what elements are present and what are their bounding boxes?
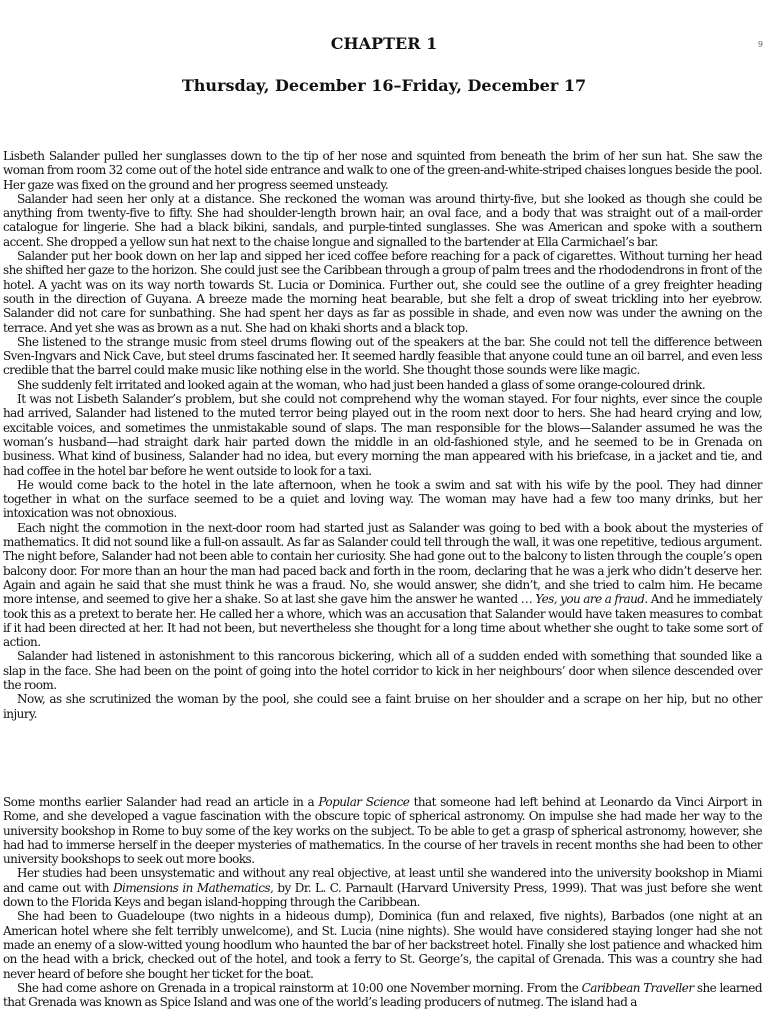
paragraph-text: Some months earlier Salander had read an article in a xyxy=(3,795,315,809)
paragraph: Salander had seen her only at a distance. She reckoned the woman was around thirty-five, but she looked as though she could be anything from twenty-five to fifty. She had shoulder-length brown hair, an oval face, and a body that was straight out of a mail-order catalogue for lingerie. She had a black bikini, sandals, and purple-tinted sunglasses. She was American and spoke with a southern accent. She dropped a yellow sun hat next to the chaise longue and signalled to the bartender at Ella Carmichael’s bar. xyxy=(3,191,762,249)
magazine-title: Popular Science xyxy=(318,795,410,809)
paragraph-text: She had come ashore on Grenada in a tropical rainstorm at 10:00 one November morning. From the xyxy=(17,980,579,995)
paragraph: Salander had listened in astonishment to this rancorous bickering, which all of a sudden ended with something that sounded like a slap in the face. She had been on the point of going into the hotel corridor to kick in her neighbours’ door when silence descended over the room. xyxy=(3,649,762,692)
paragraph-text: Each night the commotion in the next-door room had started just as Salander was going to bed with a book about the mysteries of mathematics. It did not sound like a full-on assault. As far as Salander could tell through the wall, it was one repetitive, tedious argument. The night before, Salander had not been able to contain her curiosity. She had gone out to the balcony to listen through the couple’s open balcony door. For more than an hour the man had paced back and forth in the room, declaring that he was a jerk who didn’t deserve her. Again and again he said that she must think he was a fraud. No, she would answer, she didn’t, and she tried to calm him. He became more intense, and seemed to give her a shake. So at last she gave him the answer he wanted … xyxy=(3,520,762,607)
paragraph: He would come back to the hotel in the late afternoon, when he took a swim and sat with his wife by the pool. They had dinner together in what on the surface seemed to be a quiet and loving way. The woman may have had a few too many drinks, but her intoxication was not obnoxious. xyxy=(3,477,762,521)
paragraph xyxy=(3,981,762,1010)
paragraph xyxy=(3,795,762,866)
paragraph: Salander put her book down on her lap and sipped her iced coffee before reaching for a pack of cigarettes. Without turning her head she shifted her gaze to the horizon. She could just see the Caribbean through a group of palm trees and the rhododendrons in front of the hotel. A yacht was on its way north towards St. Lucia or Dominica. Further out, she could see the outline of a grey freighter heading south in the direction of Guyana. A breeze made the morning heat bearable, but she felt a drop of sweat trickling into her eyebrow. Salander did not care for sunbathing. She had spent her days as far as possible in shade, and even now was under the awning on the terrace. And yet she was as brown as a nut. She had on khaki shorts and a black top. xyxy=(3,249,762,335)
paragraph: She listened to the strange music from steel drums flowing out of the speakers at the bar. She could not tell the difference between Sven-Ingvars and Nick Cave, but steel drums fascinated her. It seemed hardly feasible that anyone could tune an oil barrel, and even less credible that the barrel could make music like nothing else in the world. She thought those sounds were like magic. xyxy=(3,334,762,378)
chapter-dates: Thursday, December 16–Friday, December 17 xyxy=(181,76,587,95)
section-2 xyxy=(3,795,762,1009)
paragraph: She suddenly felt irritated and looked again at the woman, who had just been handed a glass of some orange-coloured drink. xyxy=(17,377,706,392)
page-number: 9 xyxy=(757,40,763,49)
section-1 xyxy=(3,149,762,721)
paragraph xyxy=(3,866,762,909)
book-title: Dimensions in Mathematics, xyxy=(112,880,274,895)
paragraph-text: that someone had left behind at Leonardo da Vinci Airport in Rome, and she developed a vague fascination with the obscure topic of spherical astronomy. On impulse she had made her way to the university bookshop in Rome to buy some of the key works on the subject. To be able to get a grasp of spherical astronomy, however, she had had to immerse herself in the deeper mysteries of mathematics. In the course of her travels in recent months she had been to other university bookshops to seek out more books. xyxy=(3,795,762,867)
paragraph: Now, as she scrutinized the woman by the pool, she could see a faint bruise on her shoulder and a scrape on her hip, but no other injury. xyxy=(3,692,762,721)
paragraph: Lisbeth Salander pulled her sunglasses down to the tip of her nose and squinted from beneath the brim of her sun hat. She saw the woman from room 32 come out of the hotel side entrance and walk to one of the green-and-white-striped chaises longues beside the pool. Her gaze was fixed on the ground and her progress seemed unsteady. xyxy=(3,149,762,192)
paragraph xyxy=(3,521,762,650)
paragraph-text: by Dr. L. C. Parnault (Harvard University Press, 1999). That was just before she went down to the Florida Keys and began island-hopping through the Caribbean. xyxy=(3,880,762,910)
paragraph-text: Her studies had been unsystematic and without any real objective, at least until she wandered into the university bookshop in Miami and came out with xyxy=(3,866,762,895)
chapter-title: CHAPTER 1 xyxy=(330,34,438,53)
publication-title: Caribbean Traveller xyxy=(581,980,694,995)
paragraph-text: she learned that Grenada was known as Spice Island and was one of the world’s leading producers of nutmeg. The island had a xyxy=(3,980,762,1010)
paragraph: She had been to Guadeloupe (two nights in a hideous dump), Dominica (fun and relaxed, five nights), Barbados (one night at an American hotel where she felt terribly unwelcome), and St. Lucia (nine nights). She would have considered staying longer had she not made an enemy of a slow-witted young hoodlum who haunted the bar of her backstreet hotel. Finally she lost patience and whacked him on the head with a brick, checked out of the hotel, and took a ferry to St. George’s, the capital of Grenada. This was a country she had never heard of before she bought her ticket for the boat. xyxy=(3,909,762,981)
paragraph: It was not Lisbeth Salander’s problem, but she could not comprehend why the woman stayed. For four nights, ever since the couple had arrived, Salander had listened to the muted terror being played out in the room next door to hers. She had heard crying and low, excitable voices, and sometimes the unmistakable sound of slaps. The man responsible for the blows—Salander assumed he was the woman’s husband—had straight dark hair parted down the middle in an old-fashioned style, and he seemed to be in Grenada on business. What kind of business, Salander had no idea, but every morning the man appeared with his briefcase, in a jacket and tie, and had coffee in the hotel bar before he went outside to look for a taxi. xyxy=(3,392,762,478)
paragraph-text: And he immediately took this as a pretext to berate her. He called her a whore, which was an accusation that Salander would have taken measures to combat if it had been directed at her. It had not been, but nevertheless she thought for a long time about whether she ought to take some sort of action. xyxy=(3,592,762,650)
italic-quote: Yes, you are a fraud. xyxy=(535,592,648,607)
